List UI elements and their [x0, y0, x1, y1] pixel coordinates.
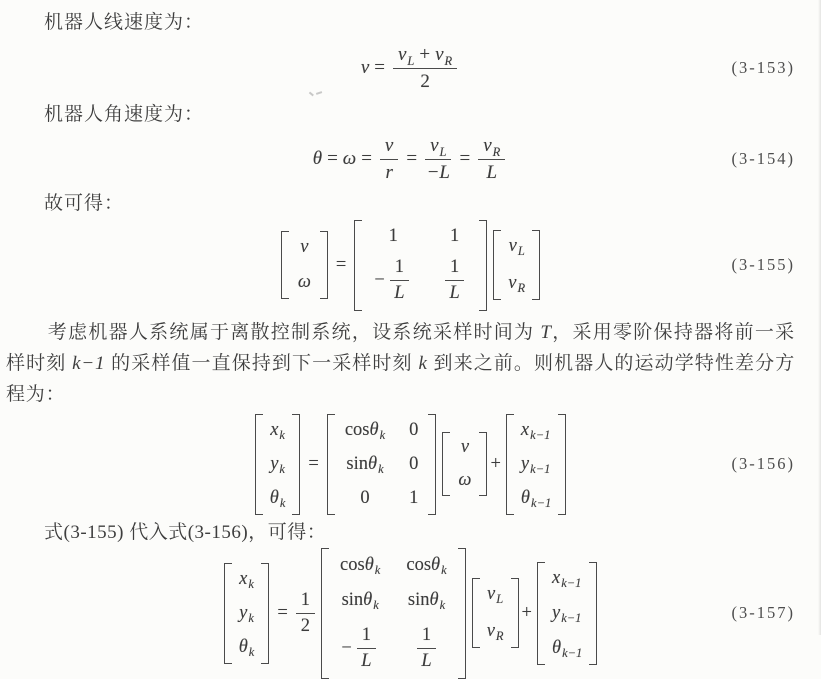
- equation-number: (3-155): [731, 255, 795, 275]
- subscript-k-minus-1: k−1: [530, 427, 551, 442]
- subscript-k: k: [379, 427, 386, 442]
- fraction-numerator: 1: [390, 257, 409, 281]
- var-omega: ω: [458, 470, 472, 491]
- matrix-cell: [414, 625, 439, 673]
- cos-function: cos: [344, 419, 370, 440]
- vector-cell: [270, 488, 286, 509]
- equation-3-154: [0, 131, 821, 187]
- equals-sign: =: [308, 453, 319, 474]
- var-v: v: [483, 134, 492, 156]
- fraction-numerator: [393, 44, 457, 69]
- subscript-k: k: [439, 597, 446, 612]
- matrix-3x2: [327, 414, 437, 515]
- var-v: v: [487, 584, 496, 605]
- vector-cell: [521, 454, 550, 475]
- cos-function: cos: [406, 554, 432, 575]
- fraction-denominator: L: [421, 650, 432, 671]
- vector-vl-vr: [493, 230, 540, 300]
- sin-function: sin: [341, 589, 364, 610]
- subscript-k: k: [248, 610, 254, 625]
- subscript-k: k: [374, 562, 381, 577]
- var-v: v: [508, 273, 517, 294]
- var-v: v: [300, 237, 309, 258]
- matrix-bracket-left: [354, 220, 362, 311]
- matrix-cell: [346, 454, 383, 475]
- fraction: [390, 257, 409, 305]
- matrix-cell: [408, 590, 445, 611]
- fraction: [445, 257, 464, 305]
- plus-sign: +: [419, 43, 431, 65]
- vector-cell: [270, 454, 285, 475]
- matrix-bracket-left: [281, 231, 289, 299]
- vector-cell: [552, 603, 581, 624]
- matrix-cell: [442, 257, 467, 305]
- equals-sign: =: [406, 148, 418, 169]
- sin-function: sin: [407, 589, 430, 610]
- matrix-bracket-left: [506, 414, 514, 515]
- subscript-k: k: [248, 644, 255, 659]
- matrix-cell: [342, 590, 379, 611]
- cos-function: cos: [340, 554, 365, 575]
- subscript-k-minus-1: k−1: [561, 575, 582, 590]
- subscript-k: k: [373, 597, 379, 612]
- var-theta: θ: [431, 554, 441, 575]
- matrix-bracket-right: [261, 563, 269, 664]
- subscript-k: k: [279, 461, 285, 476]
- var-v: v: [508, 236, 517, 257]
- fraction-denominator: 2: [300, 615, 311, 636]
- var-x: x: [520, 419, 530, 440]
- matrix-bracket-right: [428, 414, 436, 515]
- fraction-denominator: L: [449, 283, 460, 304]
- vector-cell: [552, 638, 582, 659]
- equals-sign: =: [327, 148, 338, 169]
- var-theta: θ: [429, 589, 439, 610]
- equation-number: (3-154): [731, 149, 795, 168]
- var-v: v: [430, 134, 439, 156]
- fraction-numerator: [478, 135, 505, 160]
- sin-function: sin: [346, 453, 368, 474]
- matrix-cell: [374, 257, 412, 305]
- substitution-line: 式(3-155) 代入式(3-156)，可得：: [44, 521, 327, 543]
- equation-number: (3-156): [731, 454, 795, 474]
- subscript-R: R: [444, 53, 453, 68]
- matrix-bracket-right: [479, 432, 487, 496]
- fraction: [417, 625, 436, 673]
- lead-linear-velocity: 机器人线速度为：: [44, 12, 205, 33]
- matrix-bracket-left: [224, 563, 232, 664]
- print-artifact: [309, 90, 323, 96]
- subscript-L: L: [517, 244, 525, 259]
- fraction-denominator: −L: [426, 161, 450, 183]
- matrix-cell: [340, 555, 380, 576]
- fraction-denominator: 2: [420, 70, 430, 92]
- vector-cell: [509, 236, 525, 257]
- matrix-bracket-left: [255, 414, 263, 515]
- vector-cell: [521, 488, 551, 509]
- subscript-k: k: [378, 461, 384, 476]
- vector-cell: [239, 637, 255, 658]
- matrix-2x2: [354, 220, 487, 311]
- plus-sign: +: [490, 453, 501, 474]
- vector-state-k-minus-1: [506, 414, 566, 515]
- subscript-k-minus-1: k−1: [561, 610, 582, 625]
- var-v: v: [460, 437, 470, 458]
- var-theta: θ: [312, 148, 323, 169]
- matrix-bracket-right: [532, 230, 540, 300]
- equation-3-153: [0, 39, 821, 97]
- matrix-bracket-right: [458, 548, 466, 679]
- vector-cell: [487, 621, 504, 642]
- var-theta: θ: [269, 487, 279, 508]
- equals-sign: =: [361, 148, 372, 169]
- matrix-bracket-left: [327, 414, 335, 515]
- var-y: y: [551, 602, 561, 623]
- subscript-k: k: [279, 495, 286, 510]
- fraction-numerator: v: [380, 135, 398, 160]
- paragraph-text: 到来之前。则机器人的运动学特性差分方程为：: [6, 352, 795, 405]
- equals-sign: =: [374, 57, 385, 78]
- var-k-minus-1: k−1: [72, 352, 106, 374]
- equation-3-155-body: [278, 220, 543, 311]
- var-theta: θ: [238, 636, 248, 657]
- matrix-cell: 0: [409, 453, 419, 474]
- vector-cell: [508, 273, 525, 294]
- equation-3-156: [0, 414, 821, 515]
- vector-cell: [487, 584, 503, 605]
- vector-vl-vr: [472, 578, 519, 648]
- matrix-bracket-left: [537, 562, 545, 665]
- fraction-numerator: [425, 135, 451, 160]
- fraction: [478, 135, 505, 184]
- var-omega: ω: [297, 272, 311, 293]
- fraction-denominator: L: [361, 650, 372, 671]
- var-theta: θ: [520, 487, 531, 508]
- var-y: y: [239, 602, 248, 623]
- var-x: x: [551, 567, 561, 588]
- fraction-denominator: L: [486, 161, 498, 183]
- vector-cell: [521, 420, 550, 441]
- equation-3-154-body: [313, 135, 509, 184]
- fraction-numerator: 1: [296, 590, 315, 614]
- lead-angular-velocity: 机器人角速度为：: [44, 104, 205, 125]
- fraction-numerator: 1: [445, 257, 464, 281]
- var-x: x: [270, 419, 279, 440]
- fraction-one-half: [296, 590, 315, 638]
- minus-sign: −: [341, 637, 352, 658]
- equation-3-153-body: [361, 44, 460, 93]
- subscript-L: L: [496, 592, 504, 607]
- matrix-cell: 0: [409, 419, 419, 440]
- equals-sign: =: [335, 254, 347, 275]
- var-v: v: [360, 57, 370, 78]
- equation-3-156-body: [252, 414, 570, 515]
- equation-3-155: [0, 220, 821, 311]
- var-v: v: [435, 43, 444, 65]
- equals-sign: =: [459, 148, 471, 169]
- var-theta: θ: [367, 453, 378, 474]
- equation-number: (3-153): [731, 58, 795, 77]
- matrix-bracket-right: [511, 578, 519, 648]
- subscript-R: R: [492, 144, 501, 159]
- subscript-k: k: [441, 562, 447, 577]
- body-paragraph: [0, 317, 821, 410]
- equals-sign: =: [277, 602, 288, 623]
- var-omega: ω: [342, 148, 357, 169]
- paragraph-text: 考虑机器人系统属于离散控制系统，设系统采样时间为: [47, 321, 541, 343]
- var-theta: θ: [363, 589, 373, 610]
- subscript-L: L: [407, 53, 415, 68]
- matrix-bracket-left: [493, 230, 501, 300]
- var-y: y: [520, 453, 530, 474]
- matrix-cell: 1: [409, 487, 419, 508]
- fraction: [357, 625, 376, 673]
- var-theta: θ: [551, 637, 562, 658]
- minus-sign: −: [374, 270, 385, 291]
- vector-state-k-minus-1: [537, 562, 597, 665]
- paragraph-text: 的采样值一直保持到下一采样时刻: [105, 352, 419, 374]
- subscript-k-minus-1: k−1: [530, 461, 551, 476]
- vector-v-omega: [442, 432, 487, 496]
- fraction-denominator: L: [394, 283, 405, 304]
- paragraph-text: ，采用零阶保持器将前一采样时刻: [6, 321, 795, 374]
- equation-number: (3-157): [731, 603, 795, 623]
- subscript-k: k: [248, 576, 254, 591]
- matrix-bracket-right: [320, 231, 328, 299]
- matrix-bracket-left: [472, 578, 480, 648]
- vector-v-omega: [281, 231, 328, 299]
- matrix-bracket-right: [292, 414, 300, 515]
- vector-state-k: [255, 414, 301, 515]
- vector-cell: [270, 420, 285, 441]
- matrix-cell: 1: [388, 226, 398, 246]
- var-T: T: [540, 321, 552, 343]
- plus-sign: +: [521, 602, 532, 623]
- matrix-bracket-left: [321, 548, 329, 679]
- matrix-bracket-right: [589, 562, 597, 665]
- matrix-bracket-right: [479, 220, 487, 311]
- subscript-L: L: [439, 144, 447, 159]
- matrix-cell: [345, 420, 385, 441]
- fraction: [380, 135, 398, 184]
- vector-cell: [239, 603, 254, 624]
- vector-cell: [239, 569, 254, 590]
- equation-3-157-body: [221, 548, 601, 679]
- var-v: v: [486, 621, 495, 642]
- subscript-k-minus-1: k−1: [562, 645, 583, 660]
- var-k: k: [418, 352, 428, 374]
- matrix-bracket-left: [442, 432, 450, 496]
- matrix-cell: 1: [450, 226, 460, 246]
- var-theta: θ: [364, 554, 374, 575]
- equation-3-157: [0, 548, 821, 679]
- vector-cell: [552, 568, 581, 589]
- vector-state-k: [224, 563, 270, 664]
- fraction-numerator: 1: [357, 625, 376, 649]
- fraction: [393, 44, 457, 93]
- subscript-k-minus-1: k−1: [531, 495, 552, 510]
- var-v: v: [397, 43, 407, 65]
- subscript-k: k: [279, 427, 285, 442]
- subscript-R: R: [495, 629, 504, 644]
- fraction: [425, 135, 451, 184]
- var-x: x: [239, 568, 248, 589]
- fraction-numerator: 1: [417, 625, 436, 649]
- matrix-cell: [341, 625, 379, 673]
- matrix-bracket-right: [558, 414, 566, 515]
- var-y: y: [270, 453, 279, 474]
- matrix-3x2: [321, 548, 466, 679]
- matrix-cell: [406, 555, 446, 576]
- subscript-R: R: [517, 281, 526, 296]
- var-theta: θ: [369, 419, 379, 440]
- matrix-cell: 0: [360, 487, 370, 508]
- lead-hence: 故可得：: [44, 193, 125, 214]
- fraction-denominator: r: [385, 161, 393, 183]
